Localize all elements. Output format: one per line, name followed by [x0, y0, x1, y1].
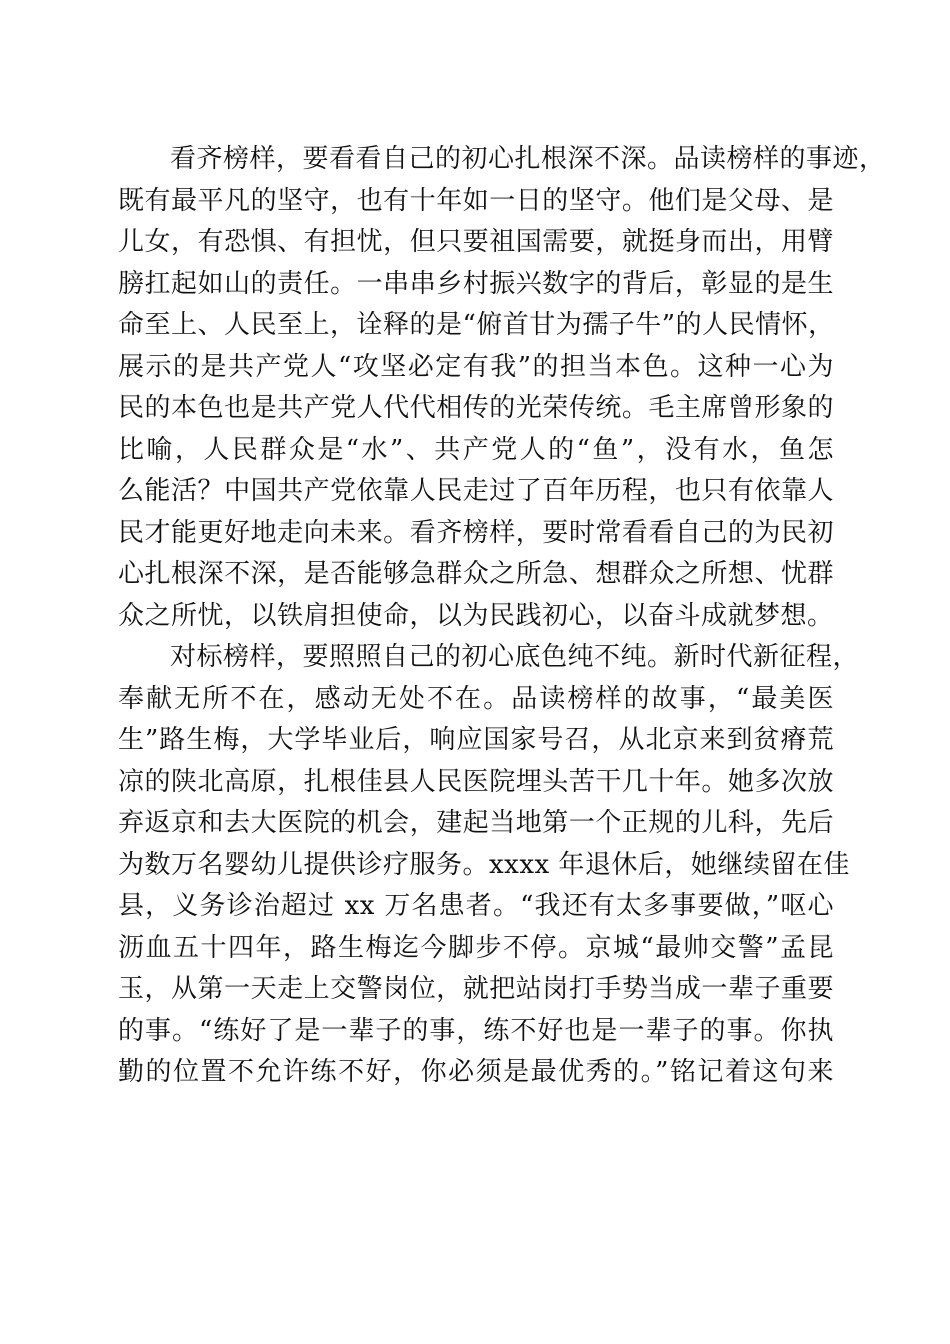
text-line: 展示的是共产党人“攻坚必定有我”的担当本色。这种一心为	[118, 351, 834, 382]
text-line: 儿女，有恐惧、有担忧，但只要祖国需要，就挺身而出，用臂	[118, 227, 834, 257]
text-line: 比喻，人民群众是“水”、共产党人的“鱼”，没有水，鱼怎	[118, 434, 834, 465]
paragraph-2	[118, 637, 860, 1094]
text-line: 民才能更好地走向未来。看齐榜样，要时常看看自己的为民初	[118, 517, 834, 548]
text-line: 生”路生梅，大学毕业后，响应国家号召，从北京来到贫瘠荒	[118, 725, 834, 755]
text-line: 沥血五十四年，路生梅迄今脚步不停。京城“最帅交警”孟昆	[118, 932, 834, 963]
text-line: 为数万名婴幼儿提供诊疗服务。xxxx 年退休后，她继续留在佳	[118, 849, 850, 880]
text-line: 勤的位置不允许练不好，你必须是最优秀的。”铭记着这句来	[118, 1057, 834, 1087]
text-line: 对标榜样，要照照自己的初心底色纯不纯。新时代新征程，	[170, 642, 860, 672]
text-line: 命至上、人民至上，诠释的是“俯首甘为孺子牛”的人民情怀，	[118, 310, 835, 340]
body-text	[118, 139, 886, 1094]
text-line: 奉献无所不在，感动无处不在。品读榜样的故事，“最美医	[118, 683, 834, 714]
text-line: 众之所忧，以铁肩担使命，以为民践初心，以奋斗成就梦想。	[118, 600, 834, 631]
text-line: 看齐榜样，要看看自己的初心扎根深不深。品读榜样的事迹，	[170, 144, 886, 174]
text-line: 么能活？中国共产党依靠人民走过了百年历程，也只有依靠人	[118, 476, 834, 506]
text-line: 弃返京和去大医院的机会，建起当地第一个正规的儿科，先后	[118, 808, 834, 838]
text-line: 民的本色也是共产党人代代相传的光荣传统。毛主席曾形象的	[118, 393, 834, 423]
text-line: 的事。“练好了是一辈子的事，练不好也是一辈子的事。你执	[118, 1015, 834, 1046]
text-line: 心扎根深不深，是否能够急群众之所急、想群众之所想、忧群	[118, 559, 834, 589]
text-line: 既有最平凡的坚守，也有十年如一日的坚守。他们是父母、是	[118, 185, 834, 216]
text-line: 膀扛起如山的责任。一串串乡村振兴数字的背后，彰显的是生	[118, 268, 834, 299]
text-line: 凉的陕北高原，扎根佳县人民医院埋头苦干几十年。她多次放	[118, 766, 834, 797]
text-line: 县，义务诊治超过 xx 万名患者。“我还有太多事要做，”呕心	[118, 891, 834, 921]
text-line: 玉，从第一天走上交警岗位，就把站岗打手势当成一辈子重要	[118, 974, 834, 1004]
paragraph-1	[118, 139, 886, 637]
